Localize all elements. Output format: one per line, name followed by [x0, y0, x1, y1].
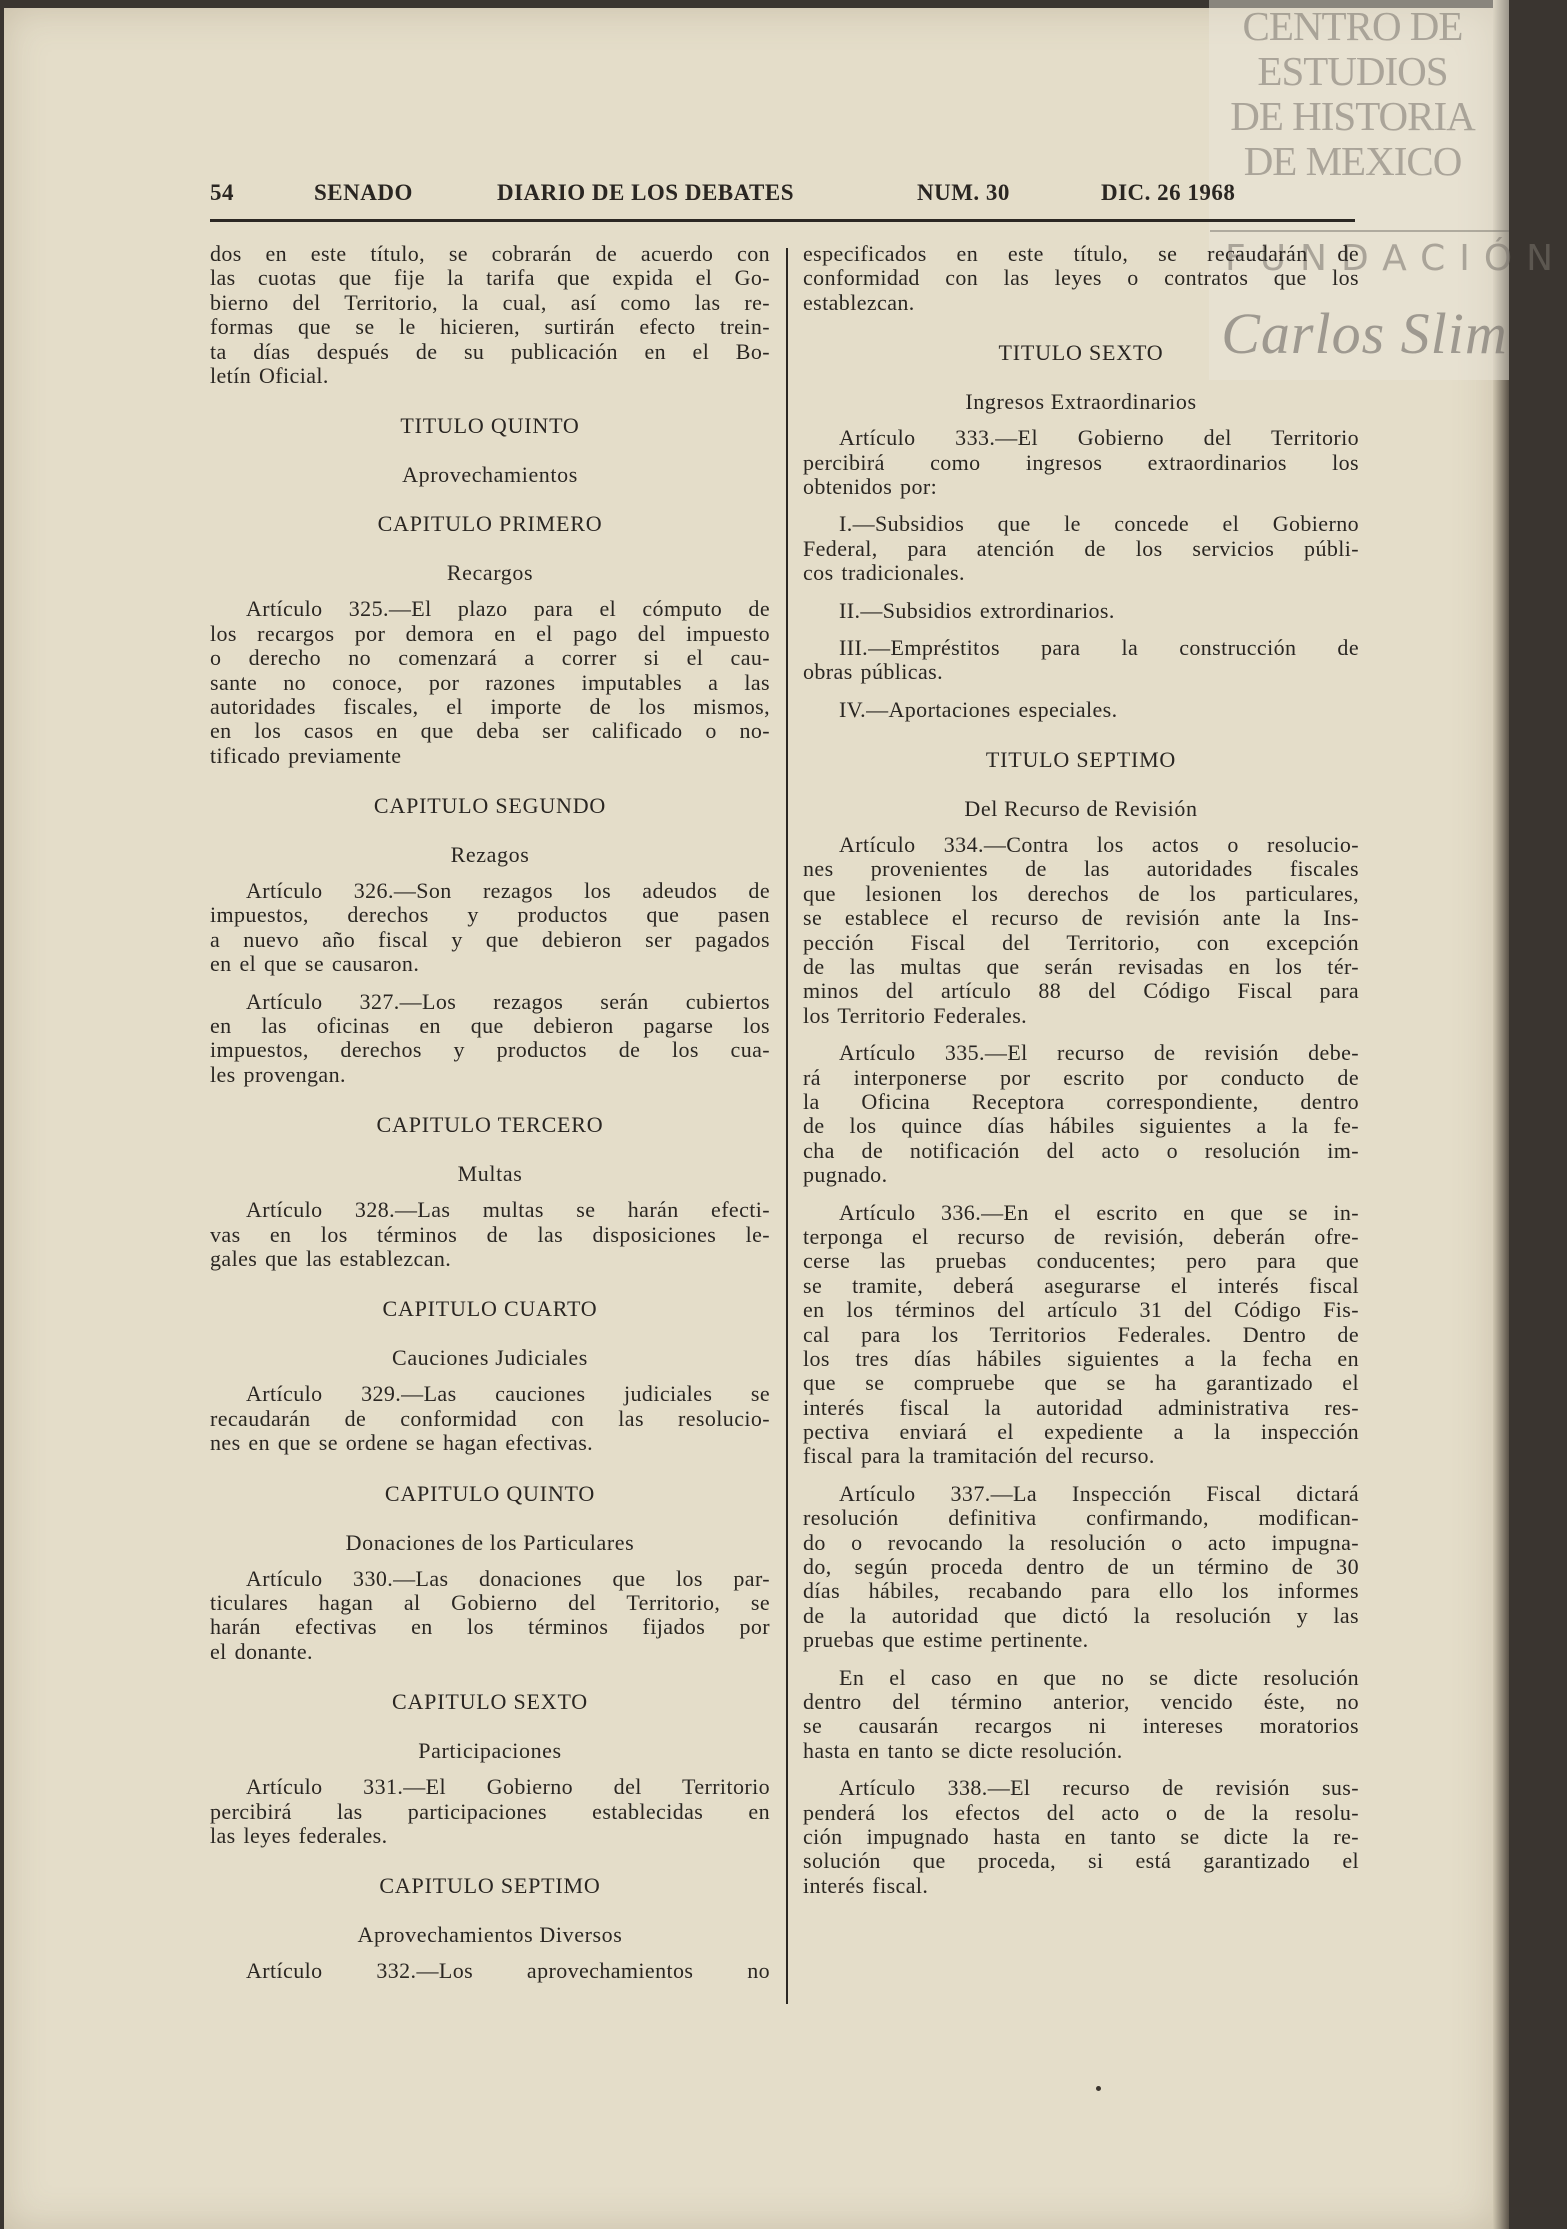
text-line: días hábiles, recabando para ello los informes [803, 1578, 1359, 1604]
text-line: interés fiscal la autoridad administrativa res- [803, 1394, 1359, 1420]
text-line: de las multas que serán revisadas en los tér- [803, 954, 1359, 980]
text-line: pección Fiscal del Territorio, con excepción [803, 929, 1359, 955]
issue-number: NUM. 30 [917, 180, 1010, 205]
text-line: en las oficinas en que debieron pagarse los [210, 1013, 770, 1039]
paragraph [210, 1959, 770, 1983]
publication-title: DIARIO DE LOS DEBATES [497, 180, 795, 205]
text-line: hasta en tanto se dicte resolución. [803, 1737, 1123, 1763]
section-subheading: Multas [457, 1161, 523, 1187]
paragraph [803, 1201, 1359, 1469]
left-column [210, 242, 770, 1997]
text-line: o derecho no comenzará a correr si el cau- [210, 645, 770, 671]
section-subheading: Recargos [446, 560, 534, 586]
paragraph [210, 1382, 770, 1455]
text-line: pruebas que estime pertinente. [803, 1627, 1089, 1653]
text-line: Artículo 337.—La Inspección Fiscal dictará [839, 1480, 1359, 1506]
paragraph [803, 426, 1359, 499]
text-line: percibirá como ingresos extraordinarios los [803, 449, 1359, 475]
ink-speck [1096, 2086, 1101, 2091]
text-line: autoridades fiscales, el importe de los mismos, [210, 693, 770, 719]
text-line: recaudarán de conformidad con las resolucio- [210, 1405, 770, 1431]
text-line: formas que se le hicieren, surtirán efecto trein- [210, 314, 770, 340]
header-rule [210, 219, 1355, 222]
paragraph [803, 636, 1359, 685]
section-subheading: Donaciones de los Particulares [345, 1529, 635, 1555]
text-line: Federal, para atención de los servicios públi- [803, 535, 1359, 561]
text-line: tificado previamente [210, 742, 402, 768]
text-line: Artículo 326.—Son rezagos los adeudos de [246, 878, 770, 904]
issue-date: DIC. 26 1968 [1101, 180, 1236, 205]
text-line: penderá los efectos del acto o de la resolu- [803, 1799, 1359, 1825]
section-subheading: Ingresos Extraordinarios [965, 389, 1197, 415]
watermark-logo [1210, 4, 1495, 184]
text-line: los Territorio Federales. [803, 1002, 1028, 1028]
paragraph [210, 990, 770, 1088]
text-line: Artículo 332.—Los aprovechamientos no [246, 1958, 770, 1984]
text-line: Artículo 336.—En el escrito en que se in- [839, 1199, 1359, 1225]
text-line: el donante. [210, 1638, 313, 1664]
text-line: Artículo 335.—El recurso de revisión debe- [839, 1040, 1359, 1066]
text-line: Artículo 333.—El Gobierno del Territorio [839, 425, 1359, 451]
text-line: Artículo 331.—El Gobierno del Territorio [246, 1774, 770, 1800]
text-line: resolución definitiva confirmando, modifican- [803, 1505, 1359, 1531]
section-heading: TITULO SEPTIMO [985, 747, 1177, 773]
text-line: ta días después de su publicación en el Bo- [210, 338, 770, 364]
paragraph [803, 1041, 1359, 1187]
text-line: letín Oficial. [210, 362, 329, 388]
section-heading: CAPITULO SEGUNDO [373, 793, 607, 819]
text-line: establezcan. [803, 289, 915, 315]
watermark-fundacion: FUNDACIÓN [1225, 238, 1567, 279]
text-line: solución que proceda, si está garantizado el [803, 1848, 1359, 1874]
section-heading: CAPITULO QUINTO [384, 1480, 596, 1506]
text-line: interés fiscal. [803, 1872, 929, 1898]
section-subheading: Rezagos [450, 842, 530, 868]
paragraph [210, 1775, 770, 1848]
text-line: les provengan. [210, 1061, 346, 1087]
text-line: Artículo 327.—Los rezagos serán cubiertos [246, 988, 770, 1014]
section-heading: CAPITULO SEPTIMO [379, 1873, 601, 1899]
text-line: do o revocando la resolución o acto impugna- [803, 1529, 1359, 1555]
paragraph [803, 1776, 1359, 1898]
text-line: impuestos, derechos y productos de los cua- [210, 1037, 770, 1063]
paragraph [210, 597, 770, 768]
text-line: en los casos en que deba ser calificado o no- [210, 718, 770, 744]
watermark-line: DE MEXICO [1243, 138, 1462, 184]
text-line: de la autoridad que dictó la resolución y las [803, 1602, 1359, 1628]
section-subheading: Aprovechamientos [402, 462, 578, 488]
paragraph [210, 242, 770, 388]
text-line: cos tradicionales. [803, 560, 965, 586]
text-line: gales que las establezcan. [210, 1245, 452, 1271]
text-line: vas en los términos de las disposiciones le- [210, 1221, 770, 1247]
section-subheading: Participaciones [418, 1738, 562, 1764]
section-subheading: Aprovechamientos Diversos [357, 1922, 623, 1948]
text-line: nes provenientes de las autoridades fiscales [803, 856, 1359, 882]
section-heading: TITULO SEXTO [998, 340, 1164, 366]
section-subheading: Del Recurso de Revisión [964, 796, 1198, 822]
section-heading: CAPITULO TERCERO [376, 1112, 604, 1138]
text-line: que se compruebe que se ha garantizado el [803, 1370, 1359, 1396]
text-line: IV.—Aportaciones especiales. [839, 696, 1118, 722]
text-line: pectiva enviará el expediente a la inspección [803, 1419, 1359, 1445]
paragraph [803, 599, 1359, 623]
text-line: Artículo 330.—Las donaciones que los par- [246, 1565, 770, 1591]
paragraph [210, 1567, 770, 1665]
text-line: dos en este título, se cobrarán de acuerdo con [210, 241, 770, 266]
text-line: los recargos por demora en el pago del impuesto [210, 620, 770, 646]
section-subheading: Cauciones Judiciales [392, 1345, 588, 1371]
text-line: fiscal para la tramitación del recurso. [803, 1443, 1155, 1469]
text-line: las cuotas que fije la tarifa que expida el Go- [210, 265, 770, 291]
watermark-signature: Carlos Slim [1221, 301, 1508, 366]
section-heading: CAPITULO SEXTO [392, 1689, 588, 1715]
text-line: cerse las pruebas conducentes; pero para que [803, 1248, 1359, 1274]
text-line: I.—Subsidios que le concede el Gobierno [839, 511, 1359, 537]
text-line: III.—Empréstitos para la construcción de [839, 634, 1359, 660]
text-line: harán efectivas en los términos fijados por [210, 1614, 770, 1640]
text-line: las leyes federales. [210, 1822, 388, 1848]
text-line: cal para los Territorios Federales. Dentro de [803, 1321, 1359, 1347]
chamber-name: SENADO [314, 180, 413, 205]
text-line: percibirá las participaciones establecidas en [210, 1798, 770, 1824]
paragraph [803, 512, 1359, 585]
text-line: dentro del término anterior, vencido éste, no [803, 1688, 1359, 1714]
text-line: Artículo 338.—El recurso de revisión sus- [839, 1775, 1359, 1801]
text-line: minos del artículo 88 del Código Fiscal para [803, 978, 1359, 1004]
watermark-line: ESTUDIOS [1257, 48, 1448, 94]
text-line: se establece el recurso de revisión ante la Ins- [803, 905, 1359, 931]
text-line: pugnado. [803, 1162, 888, 1188]
text-line: ticulares hagan al Gobierno del Territorio, se [210, 1589, 770, 1615]
text-line: de los quince días hábiles siguientes a la fe- [803, 1113, 1359, 1139]
text-line: en el que se causaron. [210, 951, 420, 977]
text-line: do, según proceda dentro de un término de 30 [803, 1554, 1359, 1580]
text-line: ción impugnado hasta en tanto se dicte la re- [803, 1823, 1359, 1849]
text-line: que lesionen los derechos de los particulares, [803, 880, 1359, 906]
paragraph [803, 1482, 1359, 1653]
text-line: los tres días hábiles siguientes a la fecha en [803, 1345, 1359, 1371]
watermark-rule [1210, 230, 1509, 232]
text-line: especificados en este título, se recaudarán de [803, 241, 1359, 266]
text-line: Artículo 334.—Contra los actos o resolucio- [839, 832, 1359, 858]
paragraph [803, 833, 1359, 1028]
paragraph [803, 1666, 1359, 1764]
section-heading: CAPITULO CUARTO [382, 1296, 598, 1322]
text-line: Artículo 325.—El plazo para el cómputo de [246, 596, 770, 622]
section-heading: TITULO QUINTO [400, 413, 580, 439]
text-line: rá interponerse por escrito por conducto de [803, 1064, 1359, 1090]
text-line: se causarán recargos ni intereses moratorios [803, 1713, 1359, 1739]
right-column [803, 242, 1359, 1911]
section-heading: CAPITULO PRIMERO [377, 511, 603, 537]
paragraph [210, 879, 770, 977]
text-line: Artículo 328.—Las multas se harán efecti- [246, 1197, 770, 1223]
paragraph [803, 698, 1359, 722]
text-line: terponga el recurso de revisión, deberán ofre- [803, 1223, 1359, 1249]
text-line: obtenidos por: [803, 473, 938, 499]
text-line: impuestos, derechos y productos que pasen [210, 902, 770, 928]
text-line: nes en que se ordene se hagan efectivas. [210, 1430, 594, 1456]
page-number: 54 [210, 180, 234, 205]
text-line: II.—Subsidios extrordinarios. [839, 597, 1115, 623]
text-line: se tramite, deberá asegurarse el interés fiscal [803, 1272, 1359, 1298]
text-line: a nuevo año fiscal y que debieron ser pagados [210, 926, 770, 952]
text-line: bierno del Territorio, la cual, así como las re- [210, 289, 770, 315]
text-line: Artículo 329.—Las cauciones judiciales se [246, 1381, 770, 1407]
text-line: En el caso en que no se dicte resolución [839, 1664, 1359, 1690]
column-divider [786, 248, 788, 2004]
paragraph [803, 242, 1359, 315]
watermark-line: DE HISTORIA [1230, 93, 1475, 139]
text-line: la Oficina Receptora correspondiente, dentro [803, 1088, 1359, 1114]
text-line: cha de notificación del acto o resolución im- [803, 1137, 1359, 1163]
text-line: conformidad con las leyes o contratos que los [803, 265, 1359, 291]
text-line: obras públicas. [803, 659, 943, 685]
text-line: sante no conoce, por razones imputables a las [210, 669, 770, 695]
paragraph [210, 1198, 770, 1271]
text-line: en los términos del artículo 31 del Código Fis- [803, 1297, 1359, 1323]
watermark-line: CENTRO DE [1242, 3, 1463, 49]
